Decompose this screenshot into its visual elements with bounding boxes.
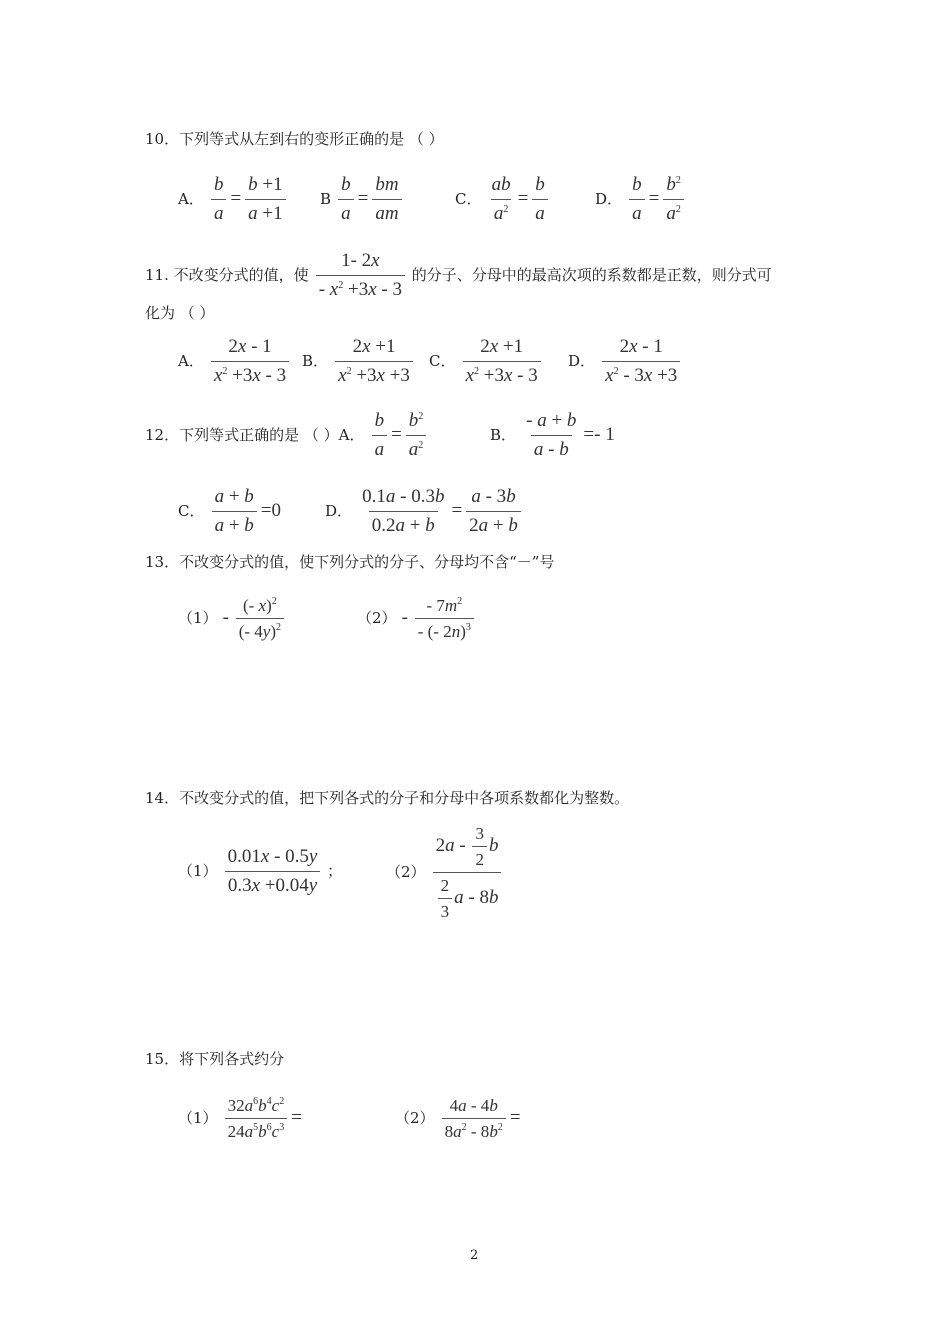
option-label: D． xyxy=(595,189,623,208)
option-label: A． xyxy=(178,351,204,370)
q11-expression: $\frac{1- 2x}{- x^2 +3x - 3}$ xyxy=(314,264,412,285)
option-label: C． xyxy=(429,351,456,370)
equation: $\frac{b}{a}$ = $\frac{bm}{am}$ xyxy=(336,188,403,209)
q15-part-2[interactable] xyxy=(395,1096,523,1141)
equation: $\frac{b}{a}$ = $\frac{b +1}{a +1}$ xyxy=(209,188,288,209)
q10-option-b[interactable] xyxy=(320,174,404,225)
q12-option-b[interactable] xyxy=(490,410,617,461)
q11-stem-after: 的分子、分母中的最高次项的系数都是正数，则分式可 xyxy=(411,265,772,284)
expression: $\frac{4a - 4b}{8a^2 - 8b^2}$ = xyxy=(440,1107,523,1128)
option-label: C． xyxy=(455,189,482,208)
equation: $\frac{0.1a - 0.3b}{0.2a + b}$ = $\frac{a - 3b}{2a + b}$ xyxy=(357,500,523,521)
part-label: （1） xyxy=(178,861,218,880)
option-label: D． xyxy=(568,351,596,370)
expression: $\frac{2x - 1}{x^2 +3x - 3}$ xyxy=(209,350,291,371)
equation: $\frac{- a + b}{a - b}$ =- 1 xyxy=(526,410,615,460)
expression: 2a - $\frac{3}{2}$ b $\frac{2}{3}$ a - 8b xyxy=(431,861,504,882)
q11-option-a[interactable] xyxy=(178,336,291,387)
q11-option-b[interactable] xyxy=(302,336,415,387)
q11-stem xyxy=(145,250,772,301)
option-label: B． xyxy=(490,425,517,444)
q12-option-d[interactable] xyxy=(325,486,523,537)
q13-stem: 13．不改变分式的值，使下列分式的分子、分母均不含“－”号 xyxy=(145,553,555,571)
expression: $\frac{32a^6b^4c^2}{24a^5b^6c^3}$ = xyxy=(223,1107,304,1128)
equation: $\frac{ab}{a^2}$ = $\frac{b}{a}$ xyxy=(487,188,550,209)
part-label: （1） xyxy=(178,608,218,627)
q14-part-1[interactable] xyxy=(178,846,342,897)
option-label: B xyxy=(320,189,332,208)
q12-stem: 12．下列等式正确的是 （ ）A． xyxy=(145,425,365,444)
option-label: D． xyxy=(325,501,353,520)
q15-part-1[interactable] xyxy=(178,1096,304,1141)
part-label: （2） xyxy=(395,1108,435,1127)
q11-option-c[interactable] xyxy=(429,336,543,387)
part-label: （2） xyxy=(386,862,426,881)
q15-stem: 15．将下列各式约分 xyxy=(145,1050,285,1068)
separator: ； xyxy=(327,861,343,880)
q12-option-c[interactable] xyxy=(178,486,283,537)
part-label: （1） xyxy=(178,1108,218,1127)
option-label: A． xyxy=(178,189,204,208)
q10-option-c[interactable] xyxy=(455,174,550,225)
q11-option-d[interactable] xyxy=(568,336,682,387)
option-label: C． xyxy=(178,501,205,520)
q10-stem: 10．下列等式从左到右的变形正确的是 （ ） xyxy=(145,130,444,148)
q14-part-2[interactable] xyxy=(386,824,503,921)
q10-option-a[interactable] xyxy=(178,174,288,225)
q11-stem-before: 11. 不改变分式的值，使 xyxy=(145,265,309,284)
q11-stem-line2: 化为 （ ） xyxy=(145,304,215,322)
q13-part-2[interactable] xyxy=(357,596,476,641)
equation: $\frac{b}{a}$ = $\frac{b^2}{a^2}$ xyxy=(627,188,686,209)
expression: - $\frac{(- x)^2}{(- 4y)^2}$ xyxy=(223,607,286,628)
q10-option-d[interactable] xyxy=(595,174,686,225)
expression: $\frac{2x - 1}{x^2 - 3x +3}$ xyxy=(600,350,682,371)
expression: $\frac{2x +1}{x^2 +3x - 3}$ xyxy=(461,350,543,371)
expression: $\frac{0.01x - 0.5y}{0.3x +0.04y}$ xyxy=(223,860,327,881)
expression: - $\frac{- 7m^2}{- (- 2n)^3}$ xyxy=(402,607,476,628)
q14-stem: 14．不改变分式的值，把下列各式的分子和分母中各项系数都化为整数。 xyxy=(145,789,630,807)
q12-option-a[interactable]: $\frac{b}{a}$ = $\frac{b^2}{a^2}$ xyxy=(370,424,429,445)
part-label: （2） xyxy=(357,608,397,627)
q13-part-1[interactable] xyxy=(178,596,286,641)
equation: $\frac{a + b}{a + b}$ =0 xyxy=(210,500,283,521)
expression: $\frac{2x +1}{x^2 +3x +3}$ xyxy=(333,350,415,371)
q12-stem-row xyxy=(145,410,428,461)
page-number: 2 xyxy=(470,1248,479,1263)
option-label: B． xyxy=(302,351,329,370)
